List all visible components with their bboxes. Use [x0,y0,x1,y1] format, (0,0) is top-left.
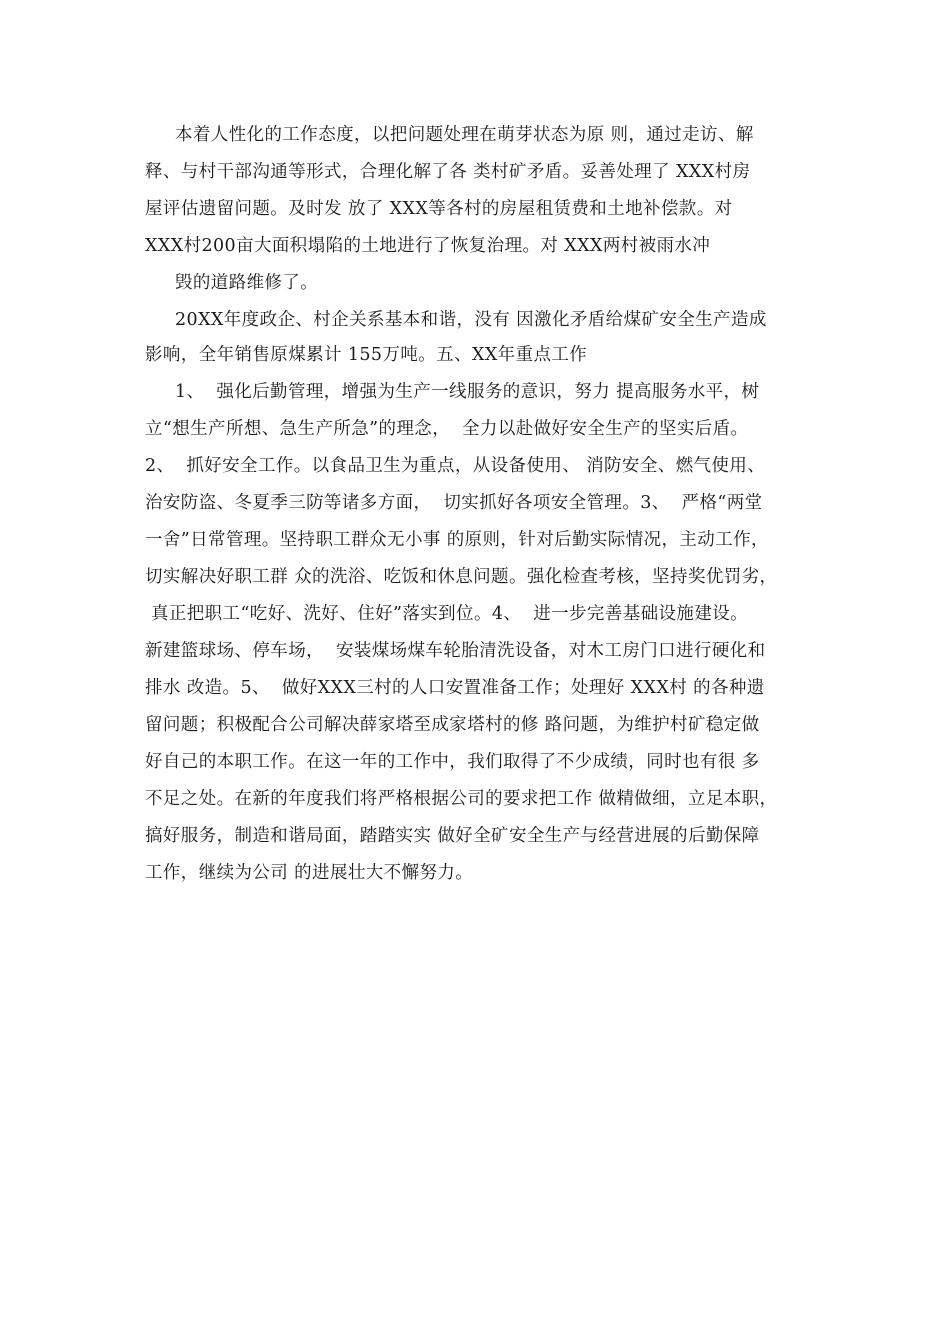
text-line-5: 毁的道路维修了。 [175,273,319,293]
text-line-11: 治安防盗、冬夏季三防等诸多方面， 切实抓好各项安全管理。3、 严格“两堂 [145,493,763,513]
text-line-21: 工作，继续为公司 的进展壮大不懈努力。 [145,863,474,883]
text-line-13: 切实解决好职工群 众的洗浴、吃饭和休息问题。强化检查考核，坚持奖优罚劣， [145,567,778,587]
text-line-18: 好自己的本职工作。在这一年的工作中，我们取得了不少成绩，同时也有很 多 [145,752,760,772]
text-line-10: 2、 抓好安全工作。以食品卫生为重点，从设备使用、 消防安全、燃气使用、 [145,456,766,476]
text-line-1: 本着人性化的工作态度，以把问题处理在萌芽状态为原 则，通过走访、解 [175,125,754,145]
text-line-4: XXX村200亩大面积塌陷的土地进行了恢复治理。对 XXX两村被雨水冲 [145,236,711,256]
text-line-14: 真正把职工“吃好、洗好、住好”落实到位。4、 进一步完善基础设施建设。 [145,604,749,624]
text-line-3: 屋评估遗留问题。及时发 放了 XXX等各村的房屋租赁费和土地补偿款。对 [145,199,733,219]
text-line-7: 影响，全年销售原煤累计 155万吨。五、XX年重点工作 [145,345,588,365]
text-line-12: 一舍”日常管理。坚持职工群众无小事 的原则，针对后勤实际情况，主动工作， [145,530,769,550]
text-line-20: 搞好服务，制造和谐局面，踏踏实实 做好全矿安全生产与经营进展的后勤保障 [145,826,760,846]
text-line-19: 不足之处。在新的年度我们将严格根据公司的要求把工作 做精做细，立足本职， [145,789,778,809]
text-line-2: 释、与村干部沟通等形式，合理化解了各 类村矿矛盾。妥善处理了 XXX村房 [145,162,751,182]
text-line-6: 20XX年度政企、村企关系基本和谐，没有 因激化矛盾给煤矿安全生产造成 [175,310,767,330]
text-line-8: 1、 强化后勤管理，增强为生产一线服务的意识，努力 提高服务水平，树 [175,382,760,402]
text-line-16: 排水 改造。5、 做好XXX三村的人口安置准备工作；处理好 XXX村 的各种遗 [145,678,765,698]
text-line-17: 留问题；积极配合公司解决薛家塔至成家塔村的修 路问题，为维护村矿稳定做 [145,715,760,735]
text-line-9: 立“想生产所想、急生产所急”的理念， 全力以赴做好安全生产的坚实后盾。 [145,419,749,439]
text-line-15: 新建篮球场、停车场， 安装煤场煤车轮胎清洗设备，对木工房门口进行硬化和 [145,641,766,661]
